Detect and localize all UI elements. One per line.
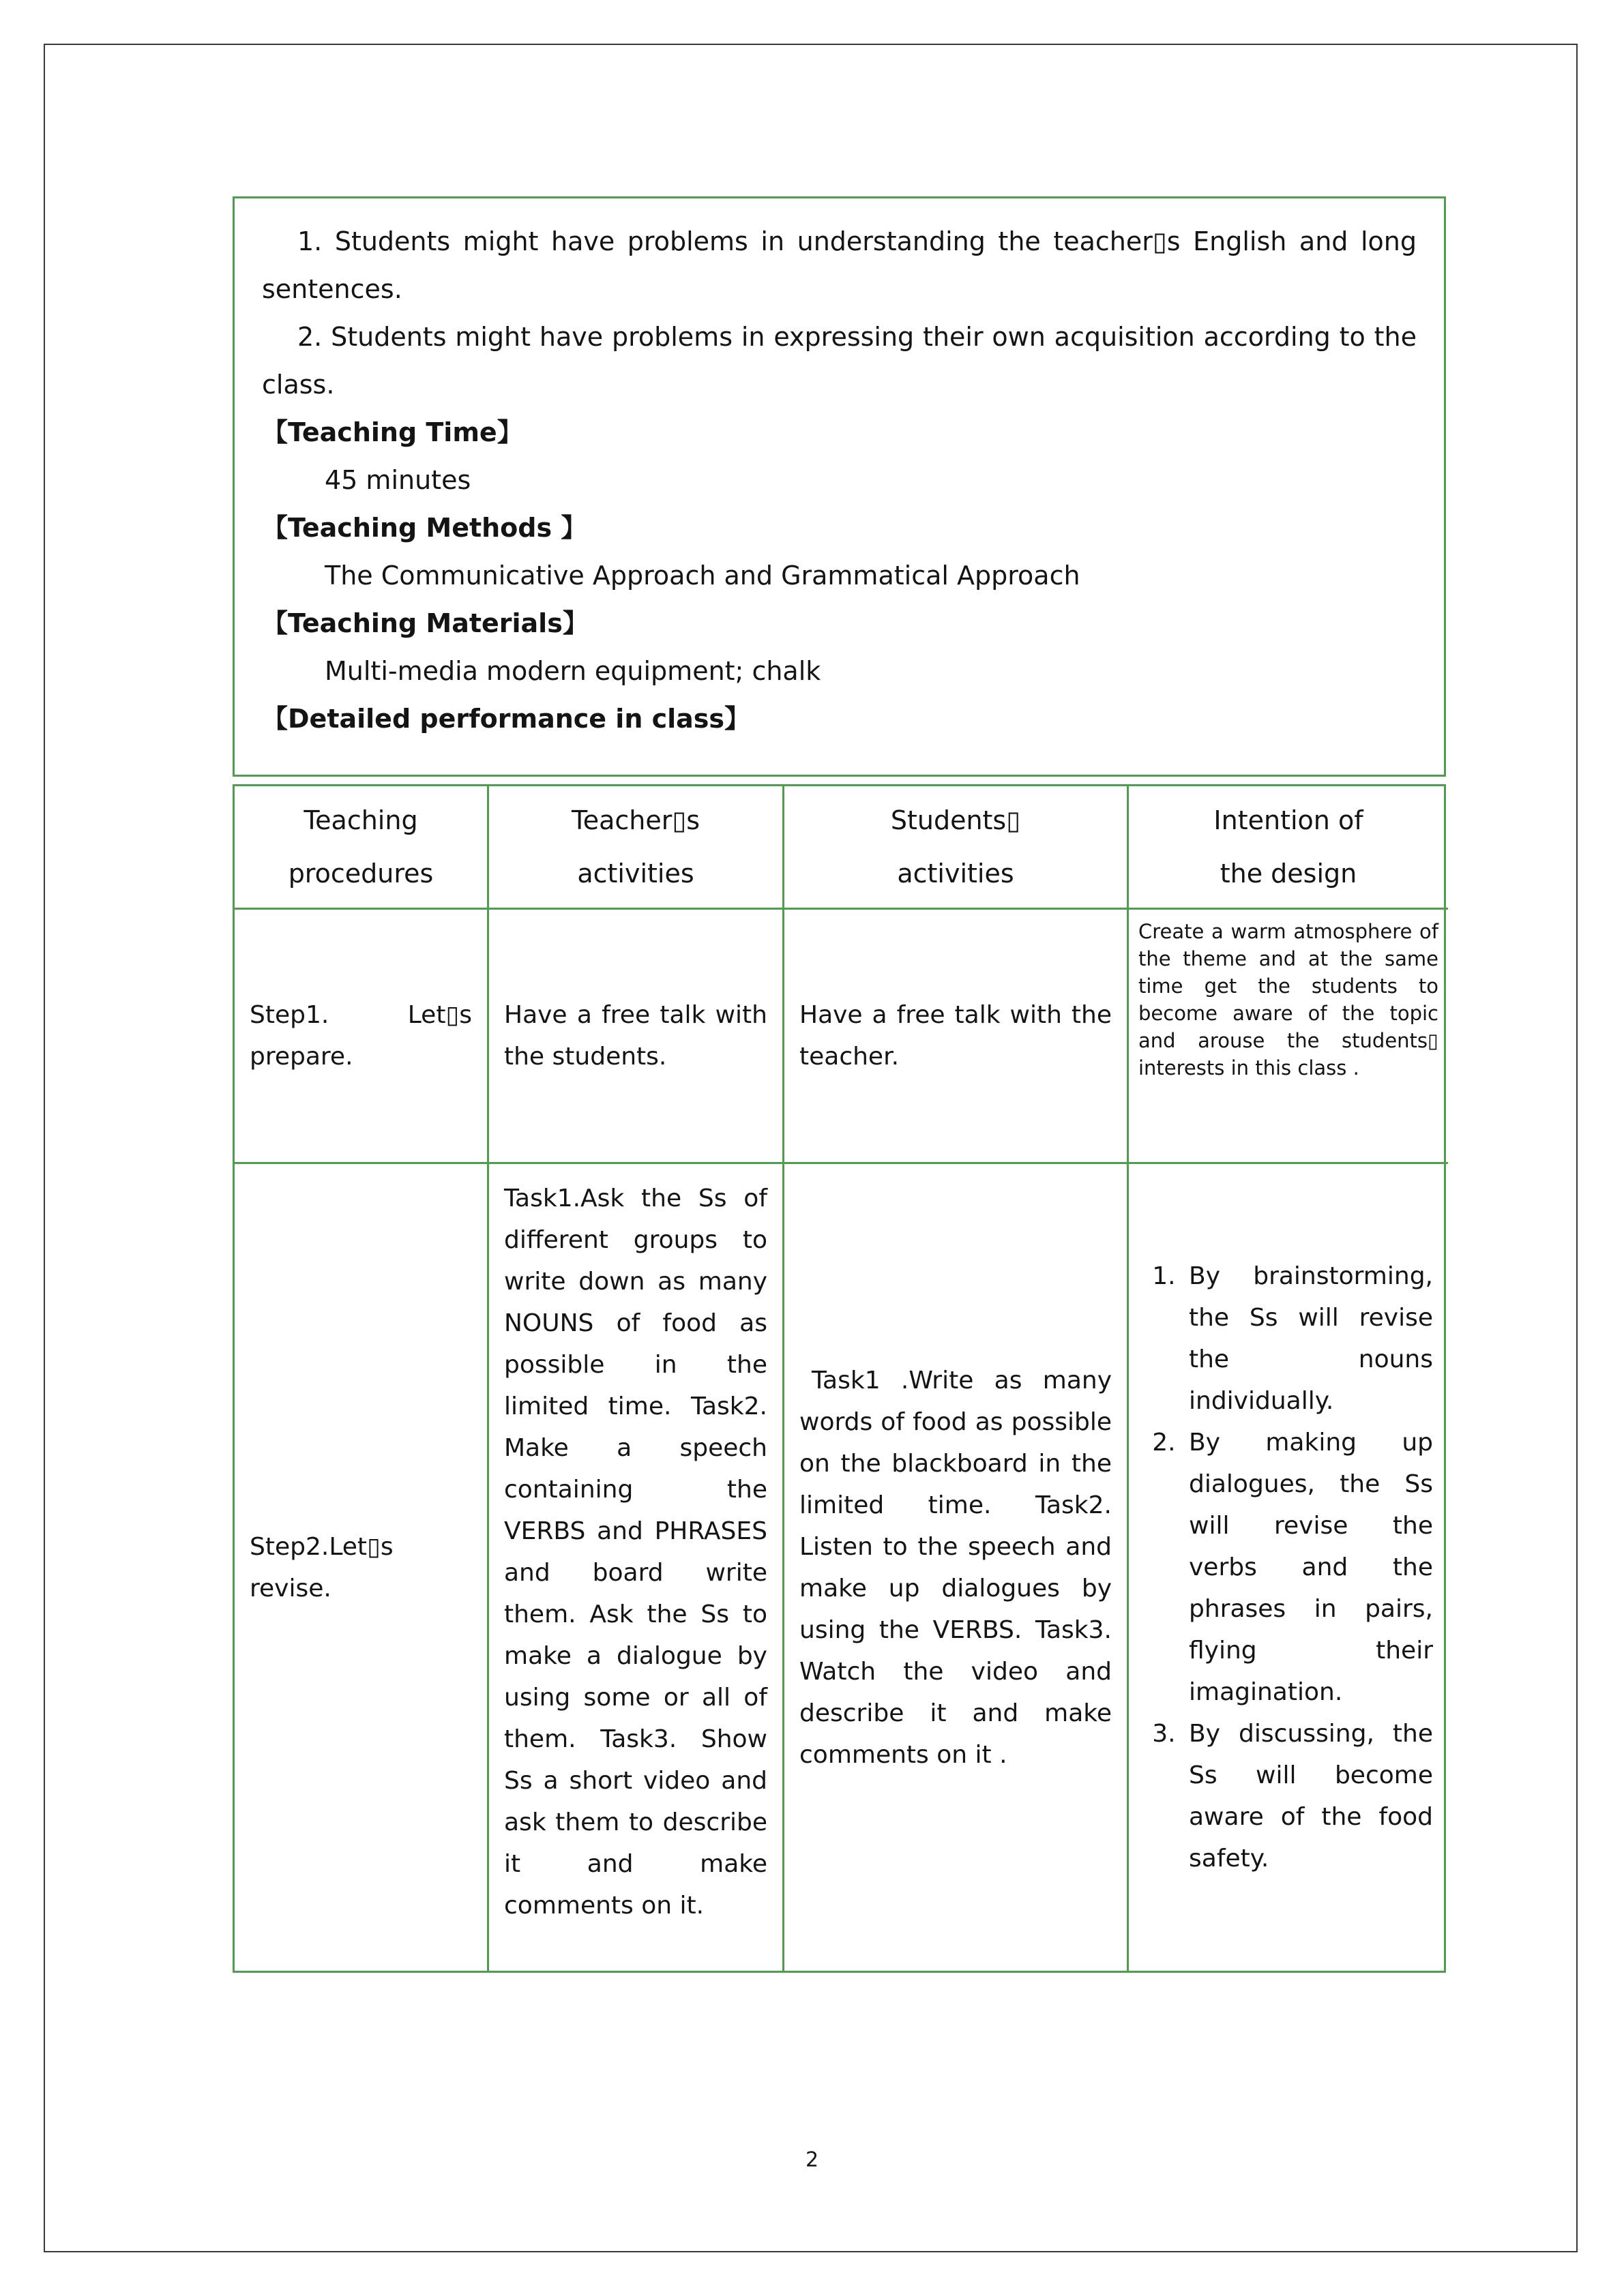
row2-teacher-cell — [489, 1164, 784, 1971]
row2-students-text: Task1 .Write as many words of food as possible on the blackboard in the limited time. Task2. Listen to the speech and make up dialogues by using the VERBS. Task3. Watch the video and describe it and make comments on it . — [799, 1366, 1112, 1769]
lesson-info-box — [233, 196, 1446, 777]
row1-teacher-text: Have a free talk with the students. — [504, 1001, 767, 1071]
intention-item-3: 3. By discussing, the Ss will become aware of the food safety. — [1183, 1713, 1433, 1879]
header-line: Teacher▯s — [571, 805, 700, 835]
row2-teacher-text: Task1.Ask the Ss of different groups to write down as many NOUNS of food as possible in the limited time. Task2. Make a speech containing the VERBS and PHRASES and board write them. Ask the Ss to make a dialogue by using some or all of them. Task3. Show Ss a short video and ask them to describe it and make comments on it. — [504, 1184, 767, 1920]
row1-students-cell — [784, 910, 1129, 1164]
header-line: Teaching — [304, 805, 418, 835]
page-number: 2 — [805, 2148, 819, 2172]
row2-intention-cell — [1129, 1164, 1448, 1971]
lesson-plan-table — [233, 784, 1446, 1973]
detailed-performance-heading: 【Detailed performance in class】 — [262, 704, 751, 734]
teaching-time-value: 45 minutes — [325, 465, 471, 495]
intention-item-1: 1. By brainstorming, the Ss will revise the nouns individually. — [1183, 1255, 1433, 1422]
row1-procedure-text: Step1. Let▯s prepare. — [250, 1001, 472, 1071]
teaching-materials-heading: 【Teaching Materials】 — [262, 608, 589, 638]
row2-intention-list — [1144, 1255, 1433, 1879]
teaching-methods-value: The Communicative Approach and Grammatical Approach — [325, 561, 1080, 591]
row1-intention-text: Create a warm atmosphere of the theme and at the same time get the students to become aware of the topic and arouse the students▯ interests in this class . — [1138, 920, 1438, 1079]
header-line: activities — [577, 859, 694, 889]
header-line: the design — [1220, 859, 1357, 889]
teaching-materials-value: Multi-media modern equipment; chalk — [325, 656, 821, 686]
header-teaching-procedures — [235, 786, 489, 910]
header-line: procedures — [288, 859, 434, 889]
row2-procedure-text: Step2.Let▯s revise. — [250, 1532, 394, 1602]
intention-item-2: 2. By making up dialogues, the Ss will revise the verbs and the phrases in pairs, flying their imagination. — [1183, 1422, 1433, 1713]
problem-paragraph-1: 1. Students might have problems in understanding the teacher▯s English and long sentences. — [262, 226, 1417, 304]
header-line: Intention of — [1213, 805, 1363, 835]
row1-procedure-cell — [235, 910, 489, 1164]
problem-paragraph-2: 2. Students might have problems in expressing their own acquisition according to the class. — [262, 322, 1417, 400]
header-students-activities — [784, 786, 1129, 910]
row2-students-cell — [784, 1164, 1129, 1971]
row1-intention-cell — [1129, 910, 1448, 1164]
row1-students-text: Have a free talk with the teacher. — [799, 1001, 1112, 1071]
row2-procedure-cell — [235, 1164, 489, 1971]
teaching-time-heading: 【Teaching Time】 — [262, 417, 523, 447]
header-line: Students▯ — [890, 805, 1021, 835]
header-teacher-activities — [489, 786, 784, 910]
header-intention-design — [1129, 786, 1448, 910]
teaching-methods-heading: 【Teaching Methods 】 — [262, 513, 587, 543]
row1-teacher-cell — [489, 910, 784, 1164]
header-line: activities — [897, 859, 1014, 889]
